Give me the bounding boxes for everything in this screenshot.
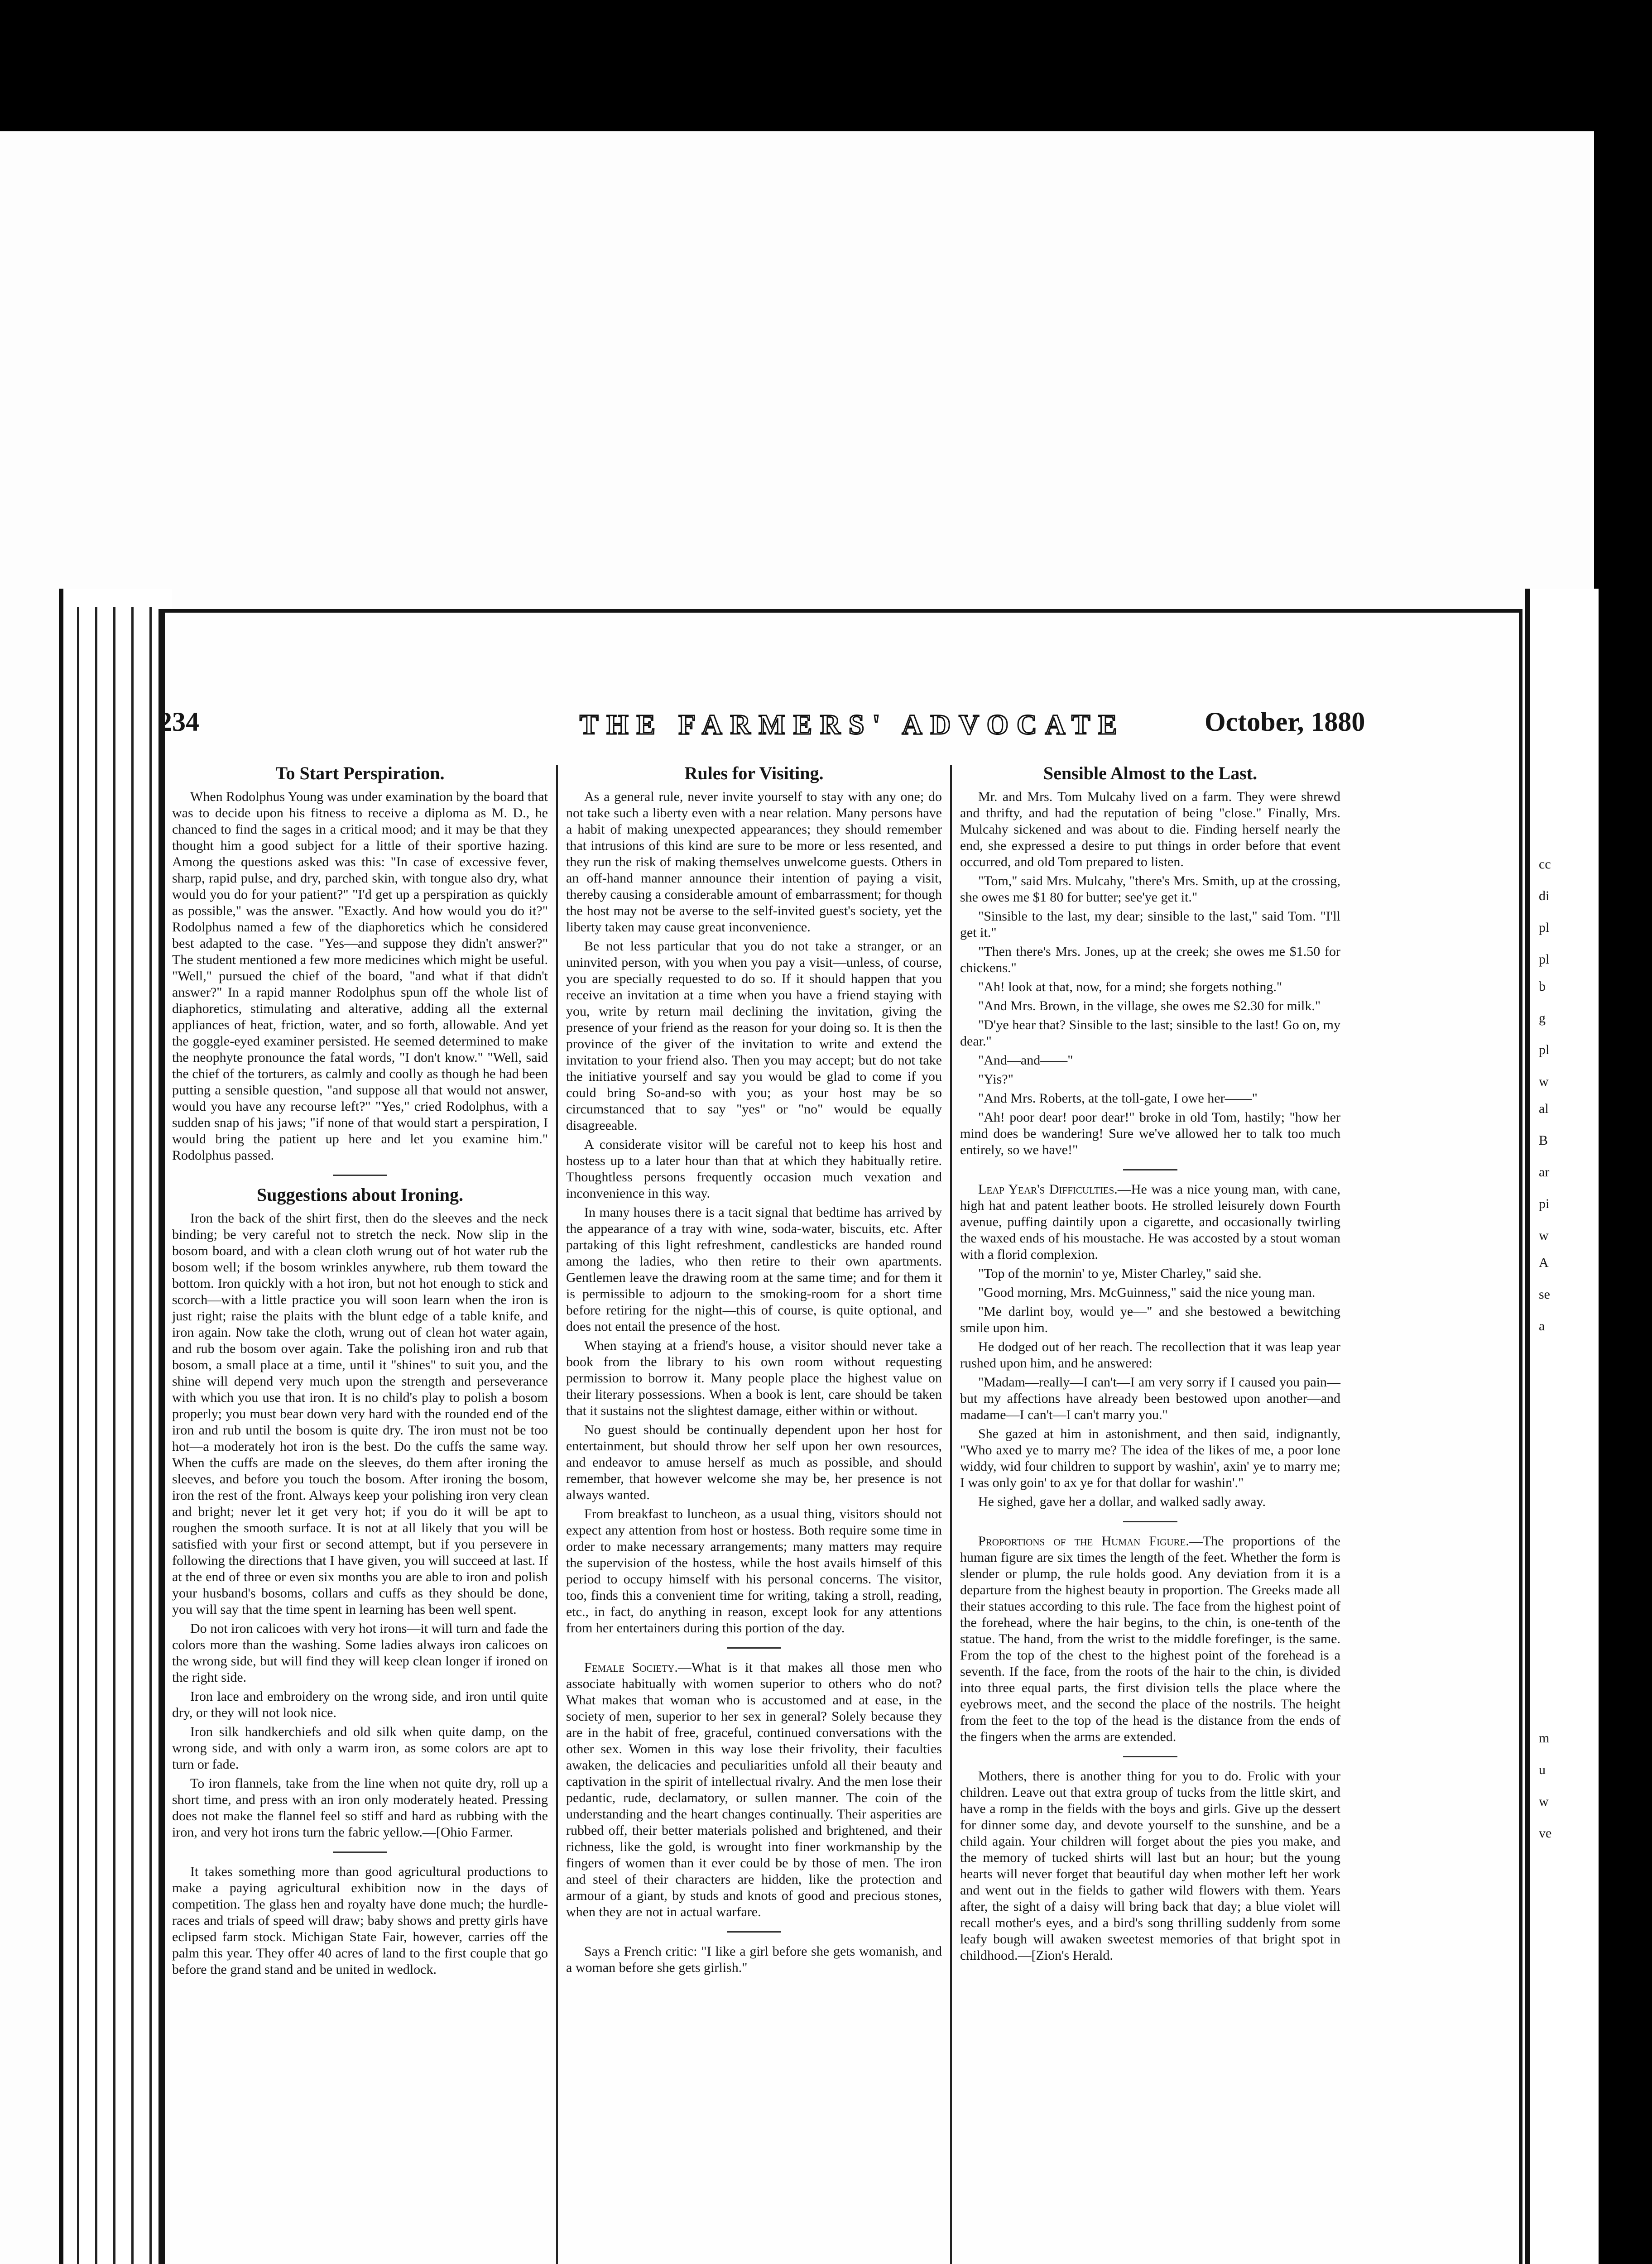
- item-text: —What is it that makes all those men who associate habitually with women superior to others who do not? What makes that woman who is accustomed and at ease, in the society of men, superior to her sex in general? Solely because they are in the habit of free, graceful, continued conversations with the other sex. Women in this way lose their frivolity, their faculties awaken, the delicacies and peculiarities unfold all their beauty and captivation in the spirit of intellectual rivalry. And the men lose their pedantic, rude, declamatory, or sullen manner. The coin of the understanding and the heart changes continually. Their asperities are rubbed off, their better materials polished and brightened, and their richness, like the gold, is wrought into finer workmanship by the fingers of women than it ever could be by those of men. The iron and steel of their characters are hidden, like the protection and armour of a giant, by studs and knots of good and precious stones, when they are not in actual warfare.: [566, 1660, 942, 1919]
- separator: [333, 1175, 387, 1176]
- separator: [1123, 1756, 1177, 1757]
- article-paragraph: He sighed, gave her a dollar, and walked sadly away.: [978, 1494, 1266, 1509]
- fragment-text: A: [1539, 1255, 1549, 1270]
- fragment-text: m: [1539, 1731, 1550, 1746]
- article-paragraph: "Sinsible to the last, my dear; sinsible to the last," said Tom. "I'll get it.": [960, 909, 1340, 940]
- article-paragraph: "Yis?": [978, 1072, 1013, 1087]
- adjacent-page-fragment: [1525, 589, 1599, 2264]
- fragment-text: pl: [1539, 920, 1550, 935]
- article-paragraph: A considerate visitor will be careful not to keep his host and hostess up to a later hour than that at which they habitually retire. Thoughtless persons frequently occasion much vexation and inconvenience in this way.: [566, 1137, 942, 1201]
- article-paragraph: When Rodolphus Young was under examination by the board that was to decide upon his fitness to receive a diploma as M. D., he chanced to find the sages in a critical mood; and it may be that they thought him a good subject for a little of their sportive hazing. Among the questions asked was this: "In case of excessive fever, sharp, rapid pulse, and dry, parched skin, with tongue also dry, what would you do for your patient?" "I'd get up a perspiration as quickly as possible," was the answer. "Exactly. And how would you do it?" Rodolphus named a few of the diaphoretics which he considered best adapted to the case. "Yes—and suppose they didn't answer?" The student mentioned a few more medicines which might be useful. "Well," pursued the chief of the board, "and what if that didn't answer?" In a rapid manner Rodolphus spun off the whole list of diaphoretics, stimulating and alterative, adding all the external appliances of heat, friction, water, and so forth, allowable. And yet the goggle-eyed examiner persisted. He seemed determined to make the neophyte pronounce the fatal words, "I don't know." "Well, said the chief of the torturers, as calmly and coolly as though he had been putting a sensible question, "and suppose all that would not answer, would you have any recourse left?" "Yes," cried Rodolphus, with a sudden snap of his jaws; "if none of that would start a perspiration, I would bring the patient up here and let you examine him." Rodolphus passed.: [172, 789, 548, 1163]
- item-label: Leap Year's Difficulties.: [978, 1182, 1118, 1197]
- article-paragraph: "Tom," said Mrs. Mulcahy, "there's Mrs. Smith, up at the crossing, she owes me $1 80 for butter; see'ye get it.": [960, 873, 1340, 905]
- column-rule: [556, 765, 558, 2264]
- book-spine-edge: [59, 589, 172, 2264]
- article-paragraph: As a general rule, never invite yourself to stay with any one; do not take such a liberty even with a near relation. Many persons have a habit of making unexpected appearances; they should remember that intrusions of this kind are sure to be more or less resented, and they run the risk of making themselves unwelcome guests. Others in an off-hand manner announce their intention of paying a visit, thereby causing a considerable amount of embarrassment; for though the host may not be averse to the self-invited guest's society, yet the liberty taken may cause great inconvenience.: [566, 789, 942, 935]
- article-paragraph: To iron flannels, take from the line when not quite dry, roll up a short time, and press with an iron only moderately heated. Pressing does not make the flannel feel so stiff and hard as rubbing with the iron, and very hot irons turn the fabric yellow.—[Ohio Farmer.: [172, 1776, 548, 1840]
- fragment-text: a: [1539, 1319, 1545, 1333]
- item-label: Female Society.: [584, 1660, 678, 1675]
- article-paragraph: "Ah! look at that, now, for a mind; she forgets nothing.": [978, 979, 1282, 994]
- article-paragraph: Mr. and Mrs. Tom Mulcahy lived on a farm. They were shrewd and thrifty, and had the reputation of being "close." Finally, Mrs. Mulcahy sickened and was about to die. Finding herself nearly the end, she expressed a desire to put things in order before that event occurred, and old Tom prepared to listen.: [960, 789, 1340, 869]
- article-paragraph: "Ah! poor dear! poor dear!" broke in old Tom, hastily; "how her mind does be wandering! Sure we've allowed her to talk too much entirely, so we have!": [960, 1110, 1340, 1157]
- fragment-text: w: [1539, 1228, 1549, 1243]
- article-paragraph: "And Mrs. Brown, in the village, she owes me $2.30 for milk.": [978, 998, 1321, 1013]
- column-3: [960, 765, 1340, 1967]
- article-paragraph: Be not less particular that you do not take a stranger, or an uninvited person, with you when you pay a visit—unless, of course, you are specially requested to do so. If it should happen that you receive an invitation at a time when you have a friend staying with you, write by return mail declining the invitation, giving the presence of your friend as the reason for your doing so. It is then the province of the giver of the invitation to write and extend the invitation to your friend also. Then you may accept; but do not take the initiative yourself and say you would be glad to come if you could bring So-and-so with you; as your host may be so circumstanced that to say "yes" or "no" would be equally disagreeable.: [566, 939, 942, 1133]
- article-paragraph: Iron lace and embroidery on the wrong side, and iron until quite dry, or they will not look nice.: [172, 1689, 548, 1720]
- article-paragraph: When staying at a friend's house, a visitor should never take a book from the library to his own room without requesting permission to borrow it. Many people place the highest value on their literary possessions. When a book is lent, care should be taken that it sustains not the slightest damage, either within or without.: [566, 1338, 942, 1418]
- fragment-text: g: [1539, 1011, 1546, 1026]
- article-paragraph: Do not iron calicoes with very hot irons—it will turn and fade the colors more than the washing. Some ladies always iron calicoes on the wrong side, but will find they will keep clean longer if ironed on the right side.: [172, 1621, 548, 1685]
- article-heading: Suggestions about Ironing.: [256, 1185, 464, 1205]
- article-paragraph: [960, 1533, 1340, 1745]
- separator: [727, 1931, 781, 1933]
- fragment-text: w: [1539, 1794, 1549, 1809]
- fragment-text: se: [1539, 1287, 1550, 1302]
- article-paragraph: "D'ye hear that? Sinsible to the last; sinsible to the last! Go on, my dear.": [960, 1017, 1340, 1049]
- article-paragraph: "Madam—really—I can't—I am very sorry if I caused you pain—but my affections have already been bestowed upon another—and madame—I can't—I can't marry you.": [960, 1375, 1340, 1422]
- article-heading: To Start Perspiration.: [275, 763, 445, 783]
- article-paragraph: Mothers, there is another thing for you to do. Frolic with your children. Leave out that extra group of tucks from the little skirt, and have a romp in the fields with the boys and girls. Give up the dessert for dinner some day, and devote yourself to the sunshine, and be a child again. Your children will forget about the pies you make, and the memory of tucked shirts will last but an hour; but the young hearts will never forget that beautiful day when mother left her work and went out in the fields to gather wild flowers with them. Years after, the sight of a daisy will bring back that day; a blue violet will recall mother's eyes, and a bird's song thrilling suddenly from some leafy bough will awaken sweetest memories of that bright spot in childhood.—[Zion's Herald.: [960, 1769, 1340, 1963]
- article-heading: Sensible Almost to the Last.: [1043, 763, 1258, 783]
- article-paragraph: "And—and——": [978, 1053, 1073, 1068]
- fragment-text: b: [1539, 979, 1546, 994]
- article-paragraph: She gazed at him in astonishment, and then said, indignantly, "Who axed ye to marry me? The idea of the likes of me, a poor lone widdy, wid four children to support by washin', axin' ye to marry me; I was only goin' to ax ye for that dollar for washin'.": [960, 1426, 1340, 1490]
- issue-date: October, 1880: [1205, 707, 1365, 737]
- fragment-text: di: [1539, 888, 1550, 903]
- separator: [333, 1851, 387, 1853]
- item-label: Proportions of the Human Figure.: [978, 1534, 1189, 1549]
- article-paragraph: "Top of the mornin' to ye, Mister Charley," said she.: [978, 1266, 1262, 1281]
- article-heading: Rules for Visiting.: [684, 763, 824, 783]
- article-paragraph: "Good morning, Mrs. McGuinness," said the nice young man.: [978, 1285, 1316, 1300]
- article-paragraph: "Me darlint boy, would ye—" and she bestowed a bewitching smile upon him.: [960, 1304, 1340, 1335]
- fragment-text: B: [1539, 1133, 1548, 1148]
- fragment-text: pl: [1539, 1042, 1550, 1057]
- article-paragraph: It takes something more than good agricultural productions to make a paying agricultural exhibition now in the days of competition. The glass hen and royalty have done much; the hurdle-races and trials of speed will draw; baby shows and pretty girls have eclipsed farm stock. Michigan State Fair, however, carries off the palm this year. They offer 40 acres of land to the first couple that go before the grand stand and be united in wedlock.: [172, 1864, 548, 1977]
- item-text: —He was a nice young man, with cane, high hat and patent leather boots. He strolled leisurely down Fourth avenue, puffing daintily upon a cigarette, and occasionally twirling the waxed ends of his moustache. He was accosted by a stout woman with a florid complexion.: [960, 1182, 1340, 1262]
- separator: [727, 1647, 781, 1649]
- fragment-text: pi: [1539, 1196, 1550, 1211]
- column-2: [566, 765, 942, 1979]
- article-paragraph: Iron the back of the shirt first, then do the sleeves and the neck binding; be very careful not to stretch the neck. Now slip in the bosom board, and with a clean cloth wrung out of hot water rub the bosom well; if the bosom wrinkles anywhere, rub them toward the bottom. Iron quickly with a hot iron, but not hot enough to stick and scorch—with a little practice you will soon learn when the iron is just right; raise the plaits with the blunt edge of a table knife, and iron again. Now take the cloth, wrung out of clean hot water again, and rub the bosom over again. Take the polishing iron and rub that bosom, a small place at a time, until it "shines" to suit you, and the shine will depend very much upon the strength and perseverance with which you use that iron. It is no child's play to polish a bosom properly; you must bear down very hard with the rounded end of the iron and rub until the bosom is quite dry. The iron must not be too hot—a moderately hot iron is the best. Do the cuffs the same way. When the cuffs are made on the sleeves, do them after ironing the sleeves, and before you touch the bosom. After ironing the bosom, iron the rest of the front. Always keep your polishing iron very clean and bright; never let it get very hot; if you do it will be apt to roughen the smooth surface. It is not at all likely that you will be satisfied with your first or second attempt, but if you persevere in following the directions that I have given, you will succeed at last. If at the end of three or even six months you are able to iron and polish your husband's bosoms, collars and cuffs as they should be done, you will say that the time spent in learning has been well spent.: [172, 1211, 548, 1617]
- article-paragraph: Iron silk handkerchiefs and old silk when quite damp, on the wrong side, and with only a warm iron, as some colors are apt to turn or fade.: [172, 1724, 548, 1772]
- separator: [1123, 1169, 1177, 1170]
- article-paragraph: No guest should be continually dependent upon her host for entertainment, but should throw her self upon her own resources, and endeavor to amuse herself as much as possible, and should remember, that however welcome she may be, her presence is not always wanted.: [566, 1422, 942, 1502]
- item-text: —The proportions of the human figure are six times the length of the feet. Whether the form is slender or plump, the rule holds good. Any deviation from it is a departure from the highest beauty in proportion. The Greeks made all their statues according to this rule. The face from the highest point of the forehead, where the hair begins, to the chin, is one-tenth of the statue. The hand, from the wrist to the middle forefinger, is the same. From the top of the chest to the highest point of the forehead is a seventh. If the face, from the roots of the hair to the chin, is divided into three equal parts, the first division tells the place where the eyebrows meet, and the second the place of the nostrils. The height from the feet to the top of the head is the distance from the ends of the fingers when the arms are extended.: [960, 1534, 1341, 1744]
- fragment-text: al: [1539, 1101, 1549, 1116]
- fragment-text: pl: [1539, 952, 1550, 967]
- article-paragraph: In many houses there is a tacit signal that bedtime has arrived by the appearance of a tray with wine, soda-water, biscuits, etc. After partaking of this light refreshment, candlesticks are handed round among the ladies, who then retire to their own apartments. Gentlemen leave the drawing room at the same time; and for them it is permissible to adjourn to the smoking-room for a short time before retiring for the night—this of course, is quite optional, and does not entail the presence of the host.: [566, 1205, 942, 1334]
- fragment-text: cc: [1539, 857, 1551, 872]
- column-1: [172, 765, 548, 1981]
- separator: [1123, 1521, 1177, 1522]
- fragment-text: u: [1539, 1762, 1546, 1777]
- fragment-text: w: [1539, 1074, 1549, 1089]
- fragment-text: ve: [1539, 1826, 1552, 1841]
- article-paragraph: [960, 1181, 1340, 1263]
- article-paragraph: [566, 1660, 942, 1920]
- article-paragraph: From breakfast to luncheon, as a usual thing, visitors should not expect any attention from host or hostess. Both require some time in order to make necessary arrangements; many matters may require the supervision of the hostess, while the host avails himself of this period to occupy himself with his personal concerns. The visitor, too, finds this a convenient time for writing, taking a stroll, reading, etc., in fact, do anything in reason, except look for any attentions from her entertainers during this portion of the day.: [566, 1506, 942, 1636]
- column-rule: [950, 765, 952, 2264]
- article-paragraph: "Then there's Mrs. Jones, up at the creek; she owes me $1.50 for chickens.": [960, 944, 1340, 975]
- fragment-text: ar: [1539, 1165, 1550, 1180]
- masthead: THE FARMERS' ADVOCATE: [580, 710, 1125, 740]
- page-number: 234: [158, 707, 199, 737]
- article-paragraph: He dodged out of her reach. The recollection that it was leap year rushed upon him, and he answered:: [960, 1339, 1340, 1371]
- article-paragraph: Says a French critic: "I like a girl before she gets womanish, and a woman before she gets girlish.": [566, 1944, 942, 1975]
- article-paragraph: "And Mrs. Roberts, at the toll-gate, I owe her——": [978, 1091, 1258, 1106]
